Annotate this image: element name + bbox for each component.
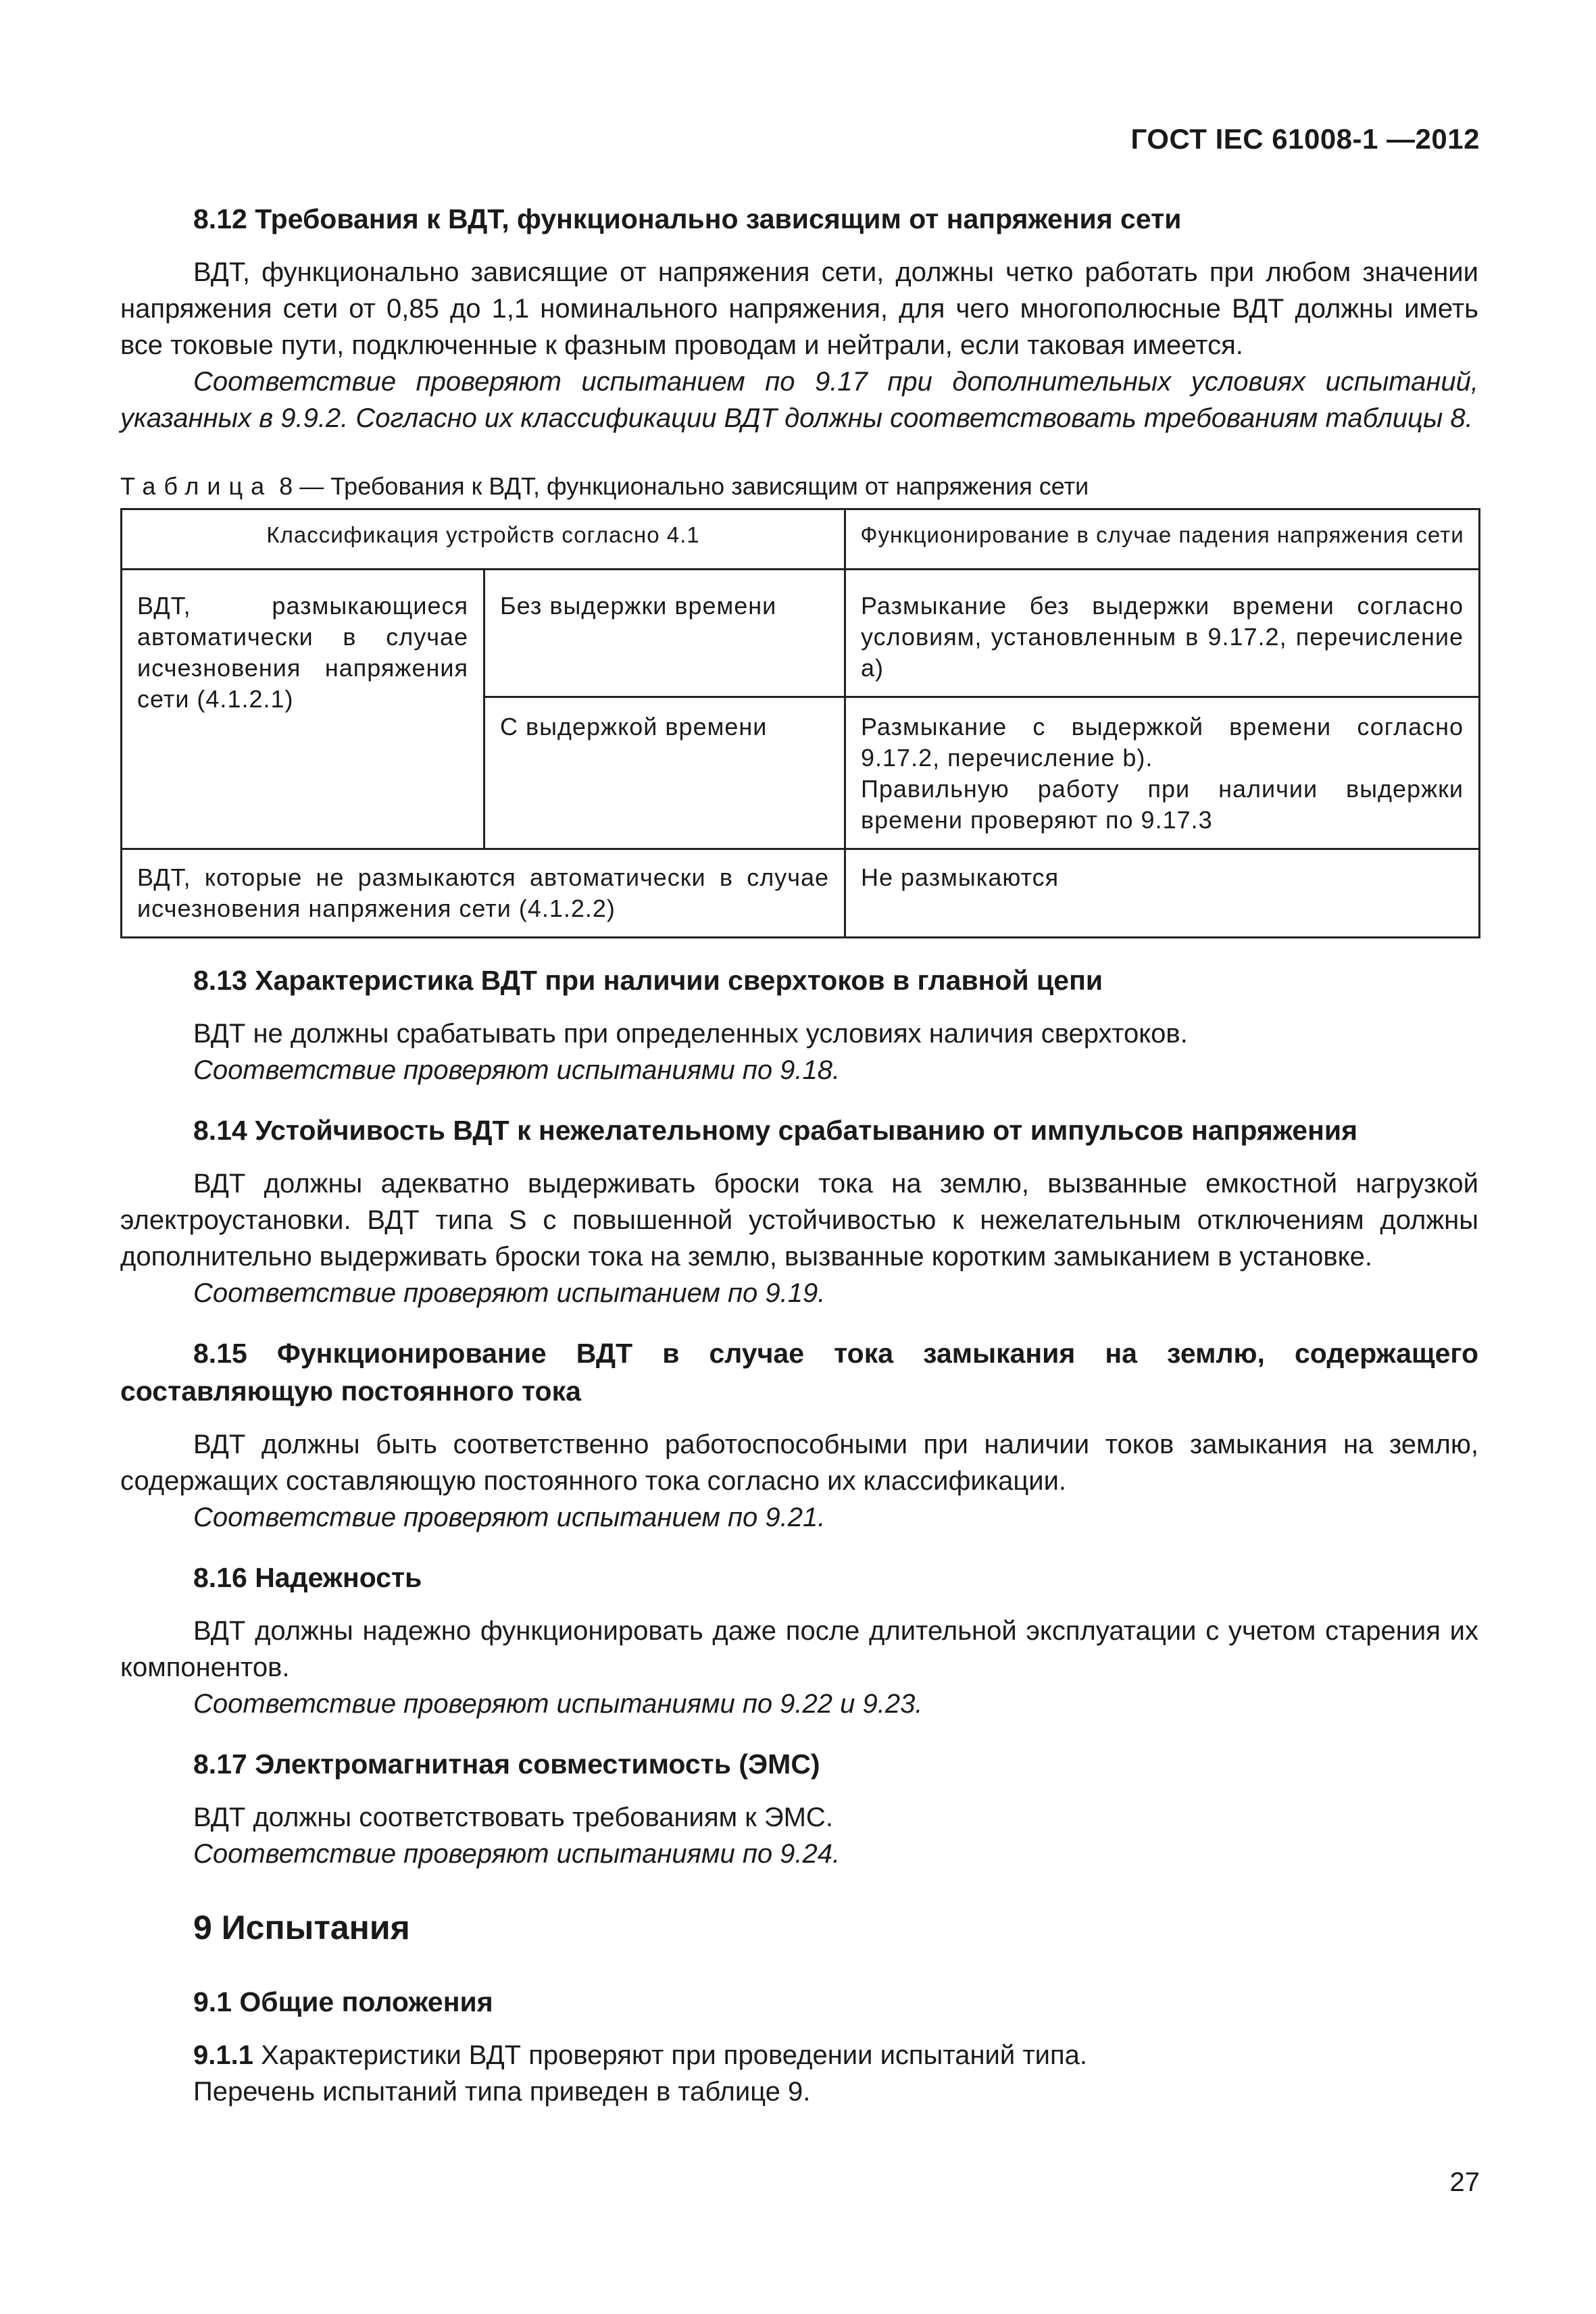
section-8-16-title: 8.16 Надежность — [193, 1562, 422, 1593]
section-8-15-para-2: Соответствие проверяют испытанием по 9.21. — [193, 1503, 826, 1532]
table-cell-no-auto-open-function: Не размыкаются — [845, 849, 1480, 938]
table-caption-text: 8 — Требования к ВДТ, функционально зависящим от напряжения сети — [279, 472, 1089, 500]
table-8 — [120, 508, 1480, 938]
table-8-caption — [120, 470, 1478, 503]
clause-9-1-1-text: Характеристики ВДТ проверяют при проведении испытаний типа. — [253, 2040, 1088, 2070]
table-header-function: Функционирование в случае падения напряжения сети — [845, 509, 1480, 570]
section-8-17-para-1: ВДТ должны соответствовать требованиям к ЭМС. — [193, 1803, 833, 1832]
section-8-15-para-1: ВДТ должны быть соответственно работоспособными при наличии токов замыкания на землю, содержащих составляющую постоянного тока согласно их классификации. — [120, 1430, 1478, 1496]
table-cell-no-delay: Без выдержки времени — [484, 570, 845, 697]
table-cell-auto-open-class: ВДТ, размыкающиеся автоматически в случае исчезновения напряжения сети (4.1.2.1) — [122, 570, 484, 849]
section-8-12-para-1: ВДТ, функционально зависящие от напряжения сети, должны четко работать при любом значении напряжения сети от 0,85 до 1,1 номинального напряжения, для чего многополюсные ВДТ должны иметь все токовые пути, подключенные к фазным проводам и нейтрали, если таковая имеется. — [120, 257, 1478, 360]
with-delay-function-line-2: Правильную работу при наличии выдержки времени проверяют по 9.17.3 — [861, 775, 1464, 834]
table-cell-no-delay-function: Размыкание без выдержки времени согласно условиям, установленным в 9.17.2, перечисление а) — [845, 570, 1480, 697]
section-8-14-title: 8.14 Устойчивость ВДТ к нежелательному срабатыванию от импульсов напряжения — [193, 1115, 1358, 1146]
table-caption-label: Таблица — [120, 472, 273, 500]
section-8-15-title: 8.15 Функционирование ВДТ в случае тока замыкания на землю, содержащего составляющую постоянного тока — [120, 1338, 1478, 1407]
table-header-classification: Классификация устройств согласно 4.1 — [122, 509, 845, 570]
section-8-14-para-1: ВДТ должны адекватно выдерживать броски тока на землю, вызванные емкостной нагрузкой электроустановки. ВДТ типа S с повышенной устойчивостью к нежелательным отключениям должны дополнительно выдерживать броски тока на землю, вызванные коротким замыканием в установке. — [120, 1169, 1478, 1272]
document-id-header: ГОСТ IEC 61008-1 —2012 — [1130, 123, 1480, 155]
section-8-13-para-1: ВДТ не должны срабатывать при определенных условиях наличия сверхтоков. — [193, 1019, 1188, 1049]
page-content — [120, 200, 1478, 2110]
section-8-13-para-2: Соответствие проверяют испытаниями по 9.18. — [193, 1055, 841, 1085]
section-8-16-para-2: Соответствие проверяют испытаниями по 9.22 и 9.23. — [193, 1689, 923, 1719]
page-number: 27 — [1449, 2167, 1480, 2197]
section-8-17-para-2: Соответствие проверяют испытаниями по 9.24. — [193, 1839, 841, 1869]
section-8-12-para-2: Соответствие проверяют испытанием по 9.17 при дополнительных условиях испытаний, указанных в 9.9.2. Согласно их классификации ВДТ должны соответствовать требованиям таблицы 8. — [120, 367, 1478, 433]
section-9-1-1-para-2: Перечень испытаний типа приведен в таблице 9. — [193, 2077, 811, 2107]
section-8-17-title: 8.17 Электромагнитная совместимость (ЭМС) — [193, 1749, 820, 1780]
section-9-title: 9 Испытания — [193, 1909, 410, 1946]
section-8-13-title: 8.13 Характеристика ВДТ при наличии сверхтоков в главной цепи — [193, 965, 1103, 996]
table-cell-no-auto-open-class: ВДТ, которые не размыкаются автоматически в случае исчезновения напряжения сети (4.1.2.2) — [122, 849, 845, 938]
with-delay-function-line-1: Размыкание с выдержкой времени согласно 9.17.2, перечисление b). — [861, 713, 1464, 772]
section-9-1-title: 9.1 Общие положения — [193, 1986, 493, 2017]
section-8-12-title: 8.12 Требования к ВДТ, функционально зависящим от напряжения сети — [193, 203, 1182, 234]
section-9-1-1-para — [120, 2037, 1478, 2073]
section-8-14-para-2: Соответствие проверяют испытанием по 9.19. — [193, 1278, 826, 1308]
table-cell-with-delay: С выдержкой времени — [484, 697, 845, 849]
table-cell-with-delay-function — [845, 697, 1480, 849]
clause-number-9-1-1: 9.1.1 — [193, 2040, 253, 2070]
section-8-16-para-1: ВДТ должны надежно функционировать даже после длительной эксплуатации с учетом старения их компонентов. — [120, 1616, 1478, 1682]
